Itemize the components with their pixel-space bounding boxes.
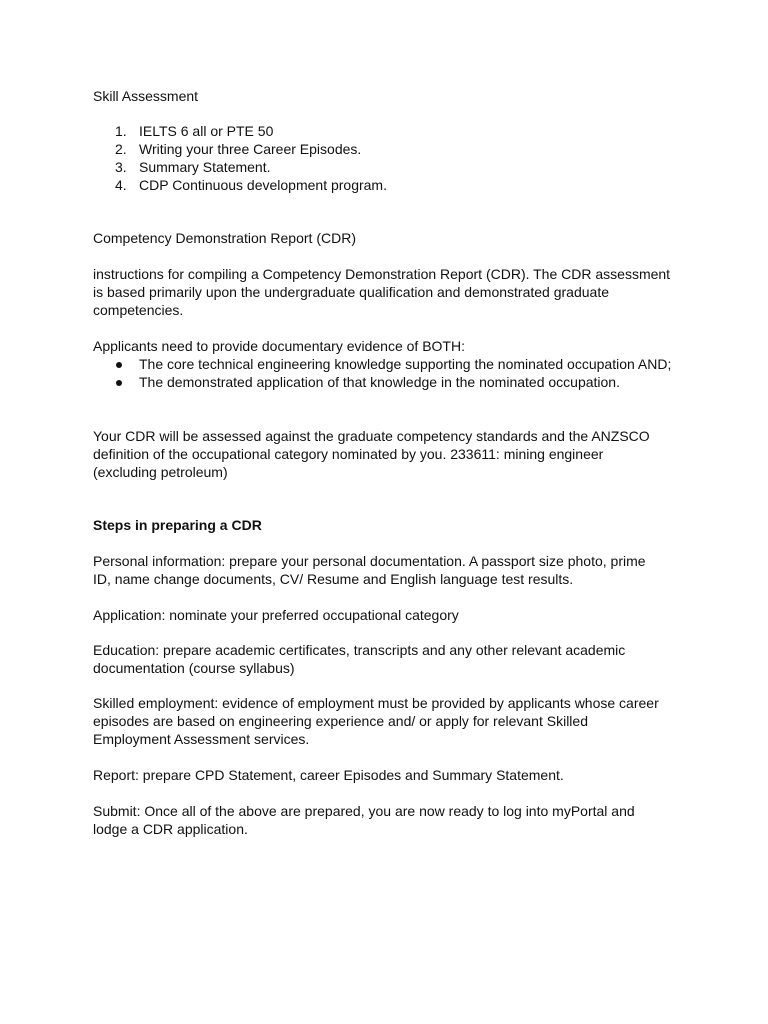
list-number: 1. xyxy=(115,123,127,139)
list-number: 2. xyxy=(115,141,127,157)
list-item xyxy=(93,140,683,158)
list-item-text: Writing your three Career Episodes. xyxy=(139,141,362,157)
list-item-text: CDP Continuous development program. xyxy=(139,177,387,193)
list-number: 3. xyxy=(115,159,127,175)
list-item xyxy=(93,373,683,391)
list-item xyxy=(93,176,683,194)
cdr-heading: Competency Demonstration Report (CDR) xyxy=(93,230,356,246)
list-item-text: IELTS 6 all or PTE 50 xyxy=(139,123,274,139)
step-employment: Skilled employment: evidence of employment must be provided by applicants whose career episodes are based on engineering experience and/ or apply for relevant Skilled Employment Assessment services. xyxy=(93,695,659,747)
bullet-icon xyxy=(116,362,122,368)
step-report: Report: prepare CPD Statement, career Episodes and Summary Statement. xyxy=(93,767,564,783)
step-education: Education: prepare academic certificates, transcripts and any other relevant academic documentation (course syllabus) xyxy=(93,642,626,676)
steps-heading: Steps in preparing a CDR xyxy=(93,517,262,533)
list-item-text: Summary Statement. xyxy=(139,159,271,175)
step-submit: Submit: Once all of the above are prepared, you are now ready to log into myPortal and lodge a CDR application. xyxy=(93,803,635,837)
list-item xyxy=(93,122,683,140)
list-item-text: The demonstrated application of that knowledge in the nominated occupation. xyxy=(139,374,620,390)
bullet-icon xyxy=(116,380,122,386)
intro-paragraph: instructions for compiling a Competency Demonstration Report (CDR). The CDR assessment is based primarily upon the undergraduate qualification and demonstrated graduate competencies. xyxy=(93,266,671,318)
list-item xyxy=(93,355,683,373)
skill-steps-list xyxy=(93,122,683,194)
list-item xyxy=(93,158,683,176)
assessment-paragraph: Your CDR will be assessed against the graduate competency standards and the ANZSCO definition of the occupational category nominated by you. 233611: mining engineer (excluding petroleum) xyxy=(93,428,650,480)
step-application: Application: nominate your preferred occupational category xyxy=(93,607,459,623)
list-item-text: The core technical engineering knowledge supporting the nominated occupation AND; xyxy=(139,356,672,372)
step-personal: Personal information: prepare your personal documentation. A passport size photo, prime ID, name change documents, CV/ Resume and English language test results. xyxy=(93,553,646,587)
evidence-lead: Applicants need to provide documentary evidence of BOTH: xyxy=(93,338,465,354)
skill-assessment-heading: Skill Assessment xyxy=(93,88,199,104)
evidence-list xyxy=(93,355,683,391)
list-number: 4. xyxy=(115,177,127,193)
